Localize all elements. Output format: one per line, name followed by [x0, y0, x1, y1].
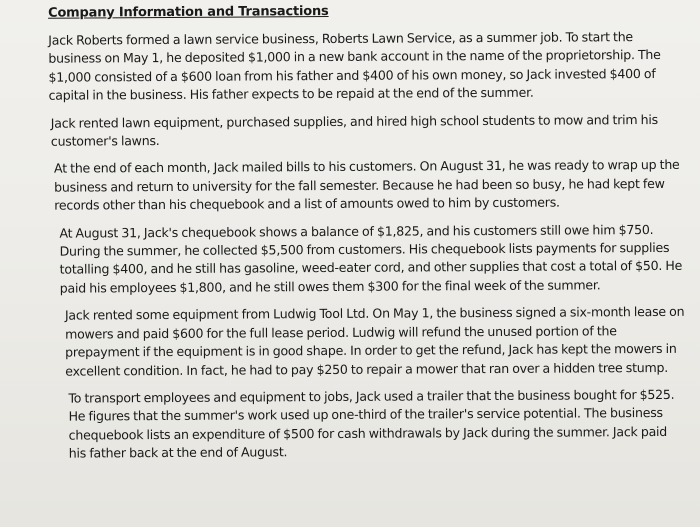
paragraph-equipment-and-staff: Jack rented lawn equipment, purchased supplies, and hired high school students to mow and trim his customer's lawns. [50, 111, 658, 149]
paragraph-equipment-lease: Jack rented some equipment from Ludwig Tool Ltd. On May 1, the business signed a six-month lease on mowers and paid $600 for the full lease period. Ludwig will refund the unused portion of the prepayment if the equipment is in good shape. In order to get the refund, Jack has kept the mowers in excellent condition. In fact, he had to pay $250 to repair a mower that ran over a hidden tree stump. [64, 304, 685, 379]
paragraph-business-formation: Jack Roberts formed a lawn service business, Roberts Lawn Service, as a summer job. To start the business on May 1, he deposited $1,000 in a new bank account in the name of the proprietorship. The $1,000 consisted of a $600 loan from his father and $400 of his own money, so Jack invested $400 of capital in the business. His father expects to be repaid at the end of the summer. [48, 29, 661, 103]
document-title: Company Information and Transactions [48, 3, 329, 21]
paragraph-trailer-and-withdrawals: To transport employees and equipment to jobs, Jack used a trailer that the business bought for $525. He figures that the summer's work used up one-third of the trailer's service potential. The business chequebook lists an expenditure of $500 for cash withdrawals by Jack during the summer. Jack paid his father back at the end of August. [68, 386, 675, 461]
paragraph-august-balances: At August 31, Jack's chequebook shows a balance of $1,825, and his customers still owe him $750. During the summer, he collected $5,500 from customers. His chequebook lists payments for supplies totalling $400, and he still has gasoline, weed-eater cord, and other supplies that cost a total of $50. He paid his employees $1,800, and he still owes them $300 for the final week of the summer. [59, 221, 683, 296]
paragraph-billing-and-records: At the end of each month, Jack mailed bills to his customers. On August 31, he was ready to wrap up the business and return to university for the fall semester. Because he had been so busy, he had kept few records other than his chequebook and a list of amounts owed to him by customers. [53, 157, 680, 213]
